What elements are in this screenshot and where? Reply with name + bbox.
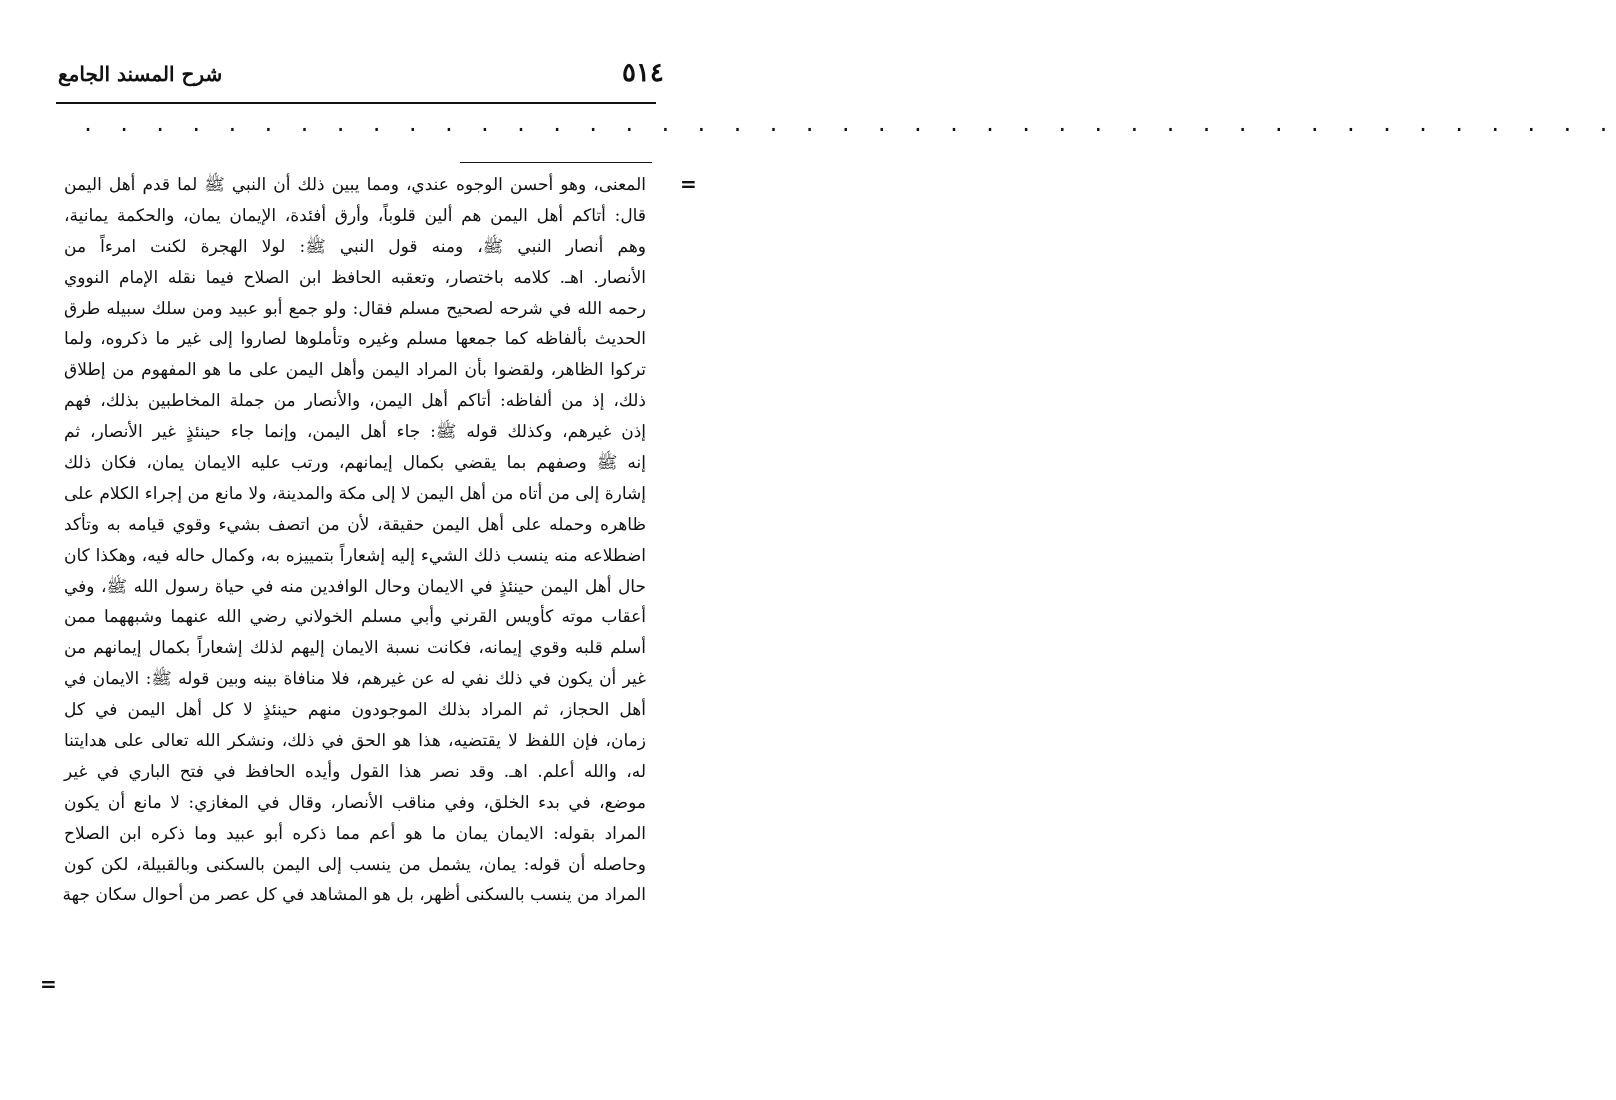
body-line: إنه ﷺ وصفهم بما يقضي بكمال إيمانهم، ورتب عليه الايمان يمان، فكان ذلك	[64, 453, 646, 474]
body-line: تركوا الظاهر، ولقضوا بأن المراد اليمن وأهل اليمن على ما هو المفهوم من إطلاق	[64, 360, 646, 381]
body-line: قال: أتاكم أهل اليمن هم ألين قلوباً، وأرق أفئدة، الإيمان يمان، والحكمة يمانية،	[64, 205, 646, 226]
section-rule	[460, 162, 652, 163]
body-line: غير أن يكون في ذلك نفي له عن غيرهم، فلا منافاة بينه وبين قوله ﷺ: الايمان في	[64, 669, 646, 690]
body-line: ظاهره وحمله على أهل اليمن حقيقة، لأن من اتصف بشيء وقوي قيامه به وتأكد	[64, 514, 646, 535]
continuation-mark-top: =	[680, 172, 697, 196]
body-line: وحاصله أن قوله: يمان، يشمل من ينسب إلى اليمن بالسكنى وبالقبيلة، لكن كون	[64, 854, 646, 875]
body-line: الحديث بألفاظه كما جمعها مسلم وغيره وتأملوها لصاروا إلى غير ما ذكروه، ولما	[64, 329, 646, 350]
body-line: رحمه الله في شرحه لصحيح مسلم فقال: ولو جمع أبو عبيد ومن سلك سبيله طرق	[64, 298, 646, 319]
separator-dots: . . . . . . . . . . . . . . . . . . . . . . . . . . . . . . . . . . . . . . . . . . .	[82, 112, 1616, 136]
body-line: له، والله أعلم. اهـ. وقد نصر هذا القول وأيده الحافظ في فتح الباري في غير	[64, 761, 646, 782]
body-line: حال أهل اليمن حينئذٍ في الايمان وحال الوافدين منه في حياة رسول الله ﷺ، وفي	[64, 576, 646, 597]
body-line: المعنى، وهو أحسن الوجوه عندي، ومما يبين ذلك أن النبي ﷺ لما قدم أهل اليمن	[64, 175, 646, 195]
header-rule	[56, 102, 656, 104]
body-line: أعقاب موته كأويس القرني وأبي مسلم الخولاني رضي الله عنهما وشبههما ممن	[64, 607, 646, 628]
body-line: أهل الحجاز، ثم المراد بذلك الموجودون منهم حينئذٍ لا كل أهل اليمن في كل	[64, 700, 646, 721]
body-line: ذلك، إذ من ألفاظه: أتاكم أهل اليمن، والأنصار من جملة المخاطبين بذلك، فهم	[64, 391, 646, 412]
body-text	[64, 170, 646, 911]
body-line: موضع، في بدء الخلق، وفي مناقب الأنصار، وقال في المغازي: لا مانع أن يكون	[64, 792, 646, 813]
body-line: أسلم قلبه وقوي إيمانه، فكانت نسبة الايمان إليهم لذلك إشعاراً بكمال إيمانهم من	[64, 638, 646, 659]
body-line: الأنصار. اهـ. كلامه باختصار، وتعقبه الحافظ ابن الصلاح فيما نقله الإمام النووي	[64, 267, 646, 288]
continuation-mark-bottom: =	[40, 972, 57, 996]
body-line: المراد من ينسب بالسكنى أظهر، بل هو المشاهد في كل عصر من أحوال سكان جهة	[62, 885, 646, 906]
body-line: المراد بقوله: الايمان يمان ما هو أعم مما ذكره أبو عبيد وما ذكره ابن الصلاح	[64, 823, 646, 844]
body-line: زمان، فإن اللفظ لا يقتضيه، هذا هو الحق في ذلك، ونشكر الله تعالى على هدايتنا	[64, 731, 646, 752]
page-number: ٥١٤	[622, 58, 664, 88]
body-line: اضطلاعه منه ينسب ذلك الشيء إليه إشعاراً بتمييزه به، وكمال حاله فيه، وهكذا كان	[64, 545, 646, 566]
body-line: إشارة إلى من أتاه من أهل اليمن لا إلى مكة والمدينة، ولا مانع من إجراء الكلام على	[64, 483, 646, 504]
running-title: شرح المسند الجامع	[58, 62, 223, 86]
body-line: وهم أنصار النبي ﷺ، ومنه قول النبي ﷺ: لولا الهجرة لكنت امرءاً من	[64, 236, 646, 257]
body-line: إذن غيرهم، وكذلك قوله ﷺ: جاء أهل اليمن، وإنما جاء حينئذٍ غير الأنصار، ثم	[64, 422, 646, 443]
